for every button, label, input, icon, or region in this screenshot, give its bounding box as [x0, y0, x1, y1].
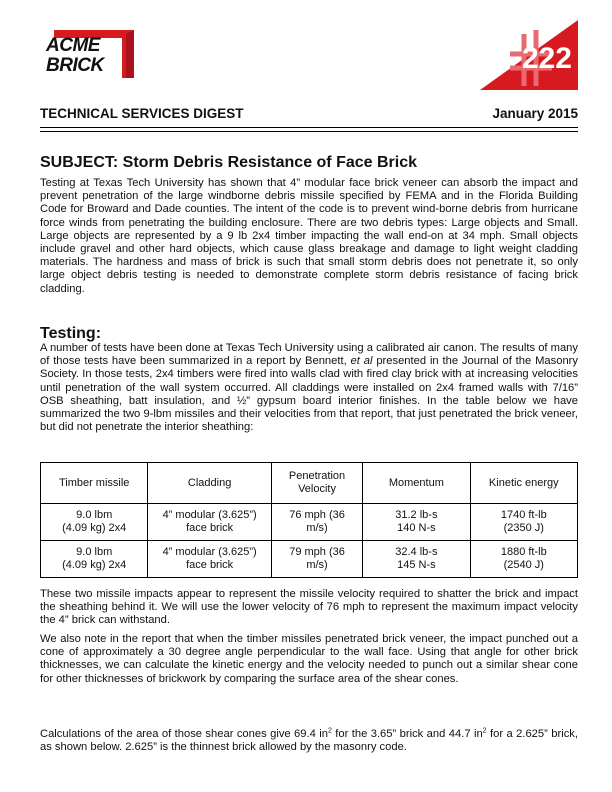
- table-cell: 1740 ft-lb (2350 J): [470, 504, 577, 541]
- testing-text-etal: et al: [350, 355, 373, 368]
- shear-cone-paragraph: We also note in the report that when the timber missiles penetrated brick veneer, the impact punched out a cone of approximately a 30 degree angle perpendicular to the wall face. Using that angle for other brick thicknesses, we can calculate the kinetic energy and the velocity needed to punch out a similar shear cone for other thicknesses of brickwork by comparing the surface area of the shear cones.: [40, 633, 578, 685]
- table-cell: 4” modular (3.625”) face brick: [148, 504, 272, 541]
- table-cell: 79 mph (36 m/s): [271, 541, 362, 578]
- table-cell: 9.0 lbm (4.09 kg) 2x4: [41, 504, 148, 541]
- velocity-paragraph: These two missile impacts appear to represent the missile velocity required to shatter the brick and impact the sheathing behind it. We will use the lower velocity of 76 mph to represent the maximum impact velocity the 4” brick can withstand.: [40, 588, 578, 627]
- table-header: Timber missile: [41, 463, 148, 504]
- calc-text-b: for the 3.65” brick and 44.7 in: [331, 728, 483, 740]
- table-header: Momentum: [363, 463, 470, 504]
- testing-text-b: presented in the Journal of the Masonry Society. In those tests, 2x4 timbers were fired into walls clad with fired clay brick with at increasing velocities until penetration of the wall system occurred. All claddings were installed on 2x4 framed walls with 7/16” OSB sheathing, batt insulation, and ½” gypsum board interior finishes. In the table below we have summarized the two 9-lbm missiles and their velocities from that report, that just penetrated the brick veneer, but did not penetrate the interior sheathing:: [40, 355, 578, 434]
- table-row: [41, 504, 578, 541]
- table-cell: 31.2 lb-s 140 N-s: [363, 504, 470, 541]
- calc-text-a: Calculations of the area of those shear cones give 69.4 in: [40, 728, 328, 740]
- table-header: Kinetic energy: [470, 463, 577, 504]
- superscript-2: 2: [327, 727, 332, 735]
- test-results-table: [40, 462, 578, 578]
- table-header-row: [41, 463, 578, 504]
- testing-heading: Testing:: [40, 325, 102, 342]
- table-row: [41, 541, 578, 578]
- table-cell: 32.4 lb-s 145 N-s: [363, 541, 470, 578]
- digest-date: January 2015: [492, 106, 578, 121]
- digest-title: TECHNICAL SERVICES DIGEST: [40, 106, 244, 121]
- intro-paragraph: Testing at Texas Tech University has shown that 4” modular face brick veneer can absorb the impact and prevent penetration of the large windborne debris missile specified by FEMA and in the Florida Building Code for Broward and Dade counties. The intent of the code is to prevent wind-borne debris from hurricane force winds from penetrating the building enclosure. There are two debris types: Large objects and Small. Large objects are represented by a 9 lb 2x4 timber impacting the wall end-on at 34 mph. Small objects include gravel and other hard objects, which cause glass breakage and damage to light weight cladding materials. The hardness and mass of brick is such that small storm debris does not penetrate it, so only large object debris testing is needed to demonstrate complete storm debris resistance of facing brick cladding.: [40, 177, 578, 295]
- digest-number-badge: [480, 20, 578, 90]
- table-cell: 4” modular (3.625”) face brick: [148, 541, 272, 578]
- logo-line-2: BRICK: [46, 55, 104, 76]
- table-header: Penetration Velocity: [271, 463, 362, 504]
- logo-line-1: ACME: [46, 35, 100, 56]
- table-cell: 1880 ft-lb (2540 J): [470, 541, 577, 578]
- header-rule-thin: [40, 131, 578, 132]
- calculation-paragraph: [40, 728, 578, 754]
- digest-number: 222: [521, 42, 572, 75]
- subject-heading: SUBJECT: Storm Debris Resistance of Face Brick: [40, 154, 418, 171]
- superscript-2: 2: [482, 727, 487, 735]
- testing-paragraph: [40, 342, 578, 434]
- calc-text-c: for a 2.625” brick, as shown below. 2.625” is the thinnest brick allowed by the masonry code.: [40, 728, 578, 754]
- header-rule: [40, 127, 578, 128]
- table-cell: 9.0 lbm (4.09 kg) 2x4: [41, 541, 148, 578]
- table-header: Cladding: [148, 463, 272, 504]
- testing-text-a: A number of tests have been done at Texas Tech University using a calibrated air canon. The results of many of those tests have been summarized in a report by Bennett,: [40, 342, 578, 368]
- acme-brick-logo: [42, 30, 134, 78]
- table-cell: 76 mph (36 m/s): [271, 504, 362, 541]
